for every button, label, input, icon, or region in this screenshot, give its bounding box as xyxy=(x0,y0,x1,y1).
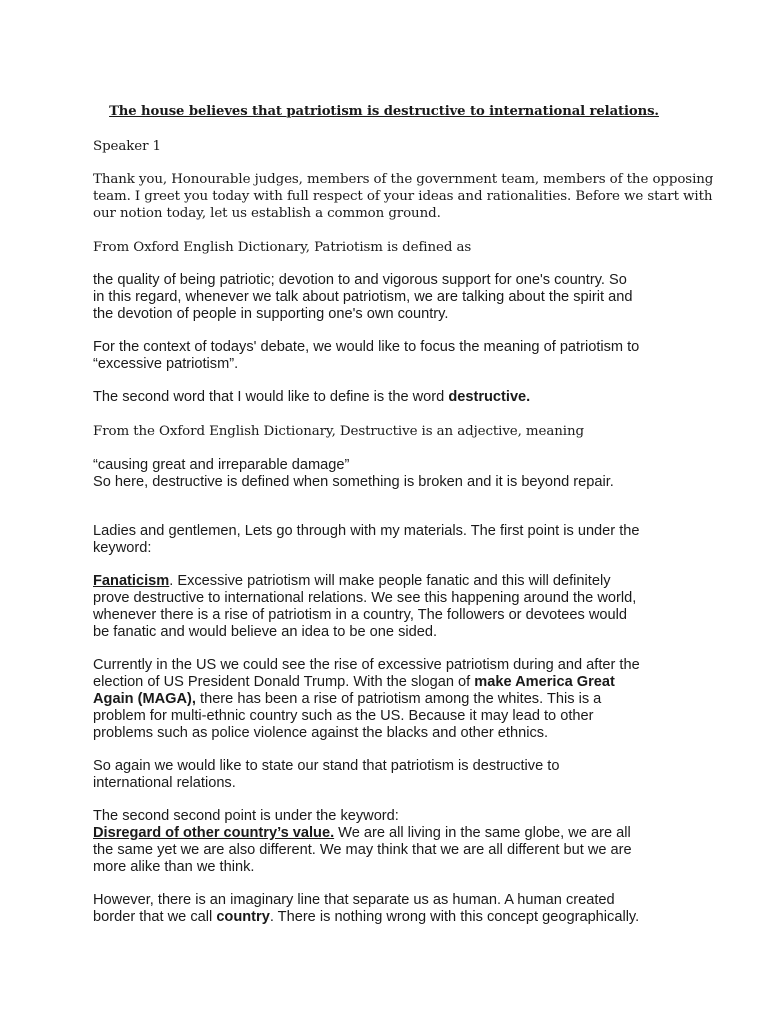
text-line: the quality of being patriotic; devotion to and vigorous support for one's country. So xyxy=(93,272,627,288)
text-line: keyword: xyxy=(93,540,152,556)
text-line: in this regard, whenever we talk about patriotism, we are talking about the spirit and xyxy=(93,289,633,305)
country-term: country xyxy=(216,909,270,925)
patriotism-definition xyxy=(93,272,693,323)
second-point-paragraph xyxy=(93,808,693,876)
text-line: So again we would like to state our stand that patriotism is destructive to xyxy=(93,758,560,774)
text-line: problems such as police violence against the blacks and other ethnics. xyxy=(93,725,549,741)
text-line: For the context of todays' debate, we would like to focus the meaning of patriotism to xyxy=(93,339,640,355)
document-title: The house believes that patriotism is destructive to international relations. xyxy=(109,104,659,119)
materials-paragraph xyxy=(93,523,693,557)
destructive-quote: “causing great and irreparable damage” xyxy=(93,457,350,473)
text-line: election of US President Donald Trump. With the slogan of xyxy=(93,674,475,690)
disregard-keyword: Disregard of other country’s value. xyxy=(93,825,335,841)
text-line: Thank you, Honourable judges, members of the government team, members of the opposing xyxy=(93,172,714,187)
destructive-explanation: So here, destructive is defined when something is broken and it is beyond repair. xyxy=(93,474,614,490)
text-line: be fanatic and would believe an idea to be one sided. xyxy=(93,624,438,640)
text-line: . Excessive patriotism will make people fanatic and this will definitely xyxy=(169,573,611,589)
text-line: However, there is an imaginary line that separate us as human. A human created xyxy=(93,892,615,908)
text-line: more alike than we think. xyxy=(93,859,255,875)
speaker-label: Speaker 1 xyxy=(93,139,161,154)
text-line: Currently in the US we could see the rise of excessive patriotism during and after the xyxy=(93,657,640,673)
text-line: our notion today, let us establish a common ground. xyxy=(93,206,441,221)
text-line: there has been a rise of patriotism among the whites. This is a xyxy=(195,691,602,707)
text-line: Ladies and gentlemen, Lets go through with my materials. The first point is under the xyxy=(93,523,640,539)
text-line: prove destructive to international relations. We see this happening around the world, xyxy=(93,590,637,606)
text-line: “excessive patriotism”. xyxy=(93,356,239,372)
intro-paragraph xyxy=(93,171,714,222)
text-line: border that we call xyxy=(93,909,217,925)
context-paragraph xyxy=(93,339,693,373)
oxford-destructive-line: From the Oxford English Dictionary, Destructive is an adjective, meaning xyxy=(93,424,584,439)
text-line: problem for multi-ethnic country such as the US. Because it may lead to other xyxy=(93,708,594,724)
fanaticism-paragraph xyxy=(93,573,693,641)
maga-slogan-continued: Again (MAGA), xyxy=(93,691,196,707)
text-line: whenever there is a rise of patriotism in a country, The followers or devotees would xyxy=(93,607,628,623)
text-line: team. I greet you today with full respect of your ideas and rationalities. Before we start with xyxy=(93,189,713,204)
stand-paragraph xyxy=(93,758,693,792)
text-line: We are all living in the same globe, we are all xyxy=(334,825,631,841)
us-paragraph xyxy=(93,657,693,742)
fanaticism-keyword: Fanaticism xyxy=(93,573,170,589)
destructive-term: destructive. xyxy=(448,389,531,405)
destructive-definition xyxy=(93,457,693,491)
text-line: the devotion of people in supporting one's own country. xyxy=(93,306,449,322)
text-line: international relations. xyxy=(93,775,236,791)
oxford-patriotism-line: From Oxford English Dictionary, Patriotism is defined as xyxy=(93,240,472,255)
second-word-text: The second word that I would like to define is the word xyxy=(93,389,449,405)
maga-slogan: make America Great xyxy=(474,674,615,690)
text-line: The second second point is under the keyword: xyxy=(93,808,399,824)
second-word-paragraph xyxy=(93,389,693,406)
text-line: the same yet we are also different. We may think that we are all different but we are xyxy=(93,842,632,858)
border-paragraph xyxy=(93,892,693,926)
text-line: . There is nothing wrong with this concept geographically. xyxy=(269,909,640,925)
